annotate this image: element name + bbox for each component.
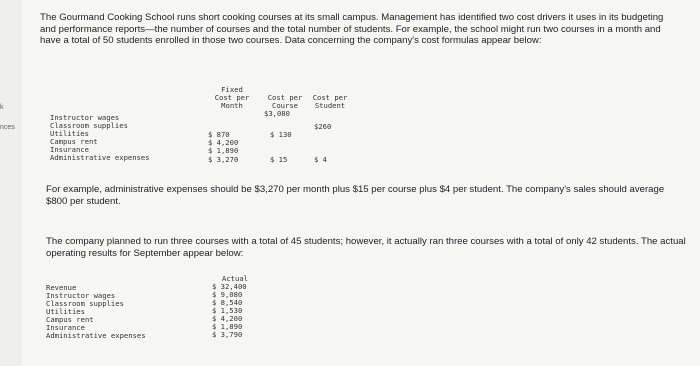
- actual-row-label: Revenue: [46, 283, 77, 292]
- header-student-2: Student: [314, 101, 346, 110]
- cost-cell-fixed: $ 870: [208, 130, 230, 139]
- header-fixed-1: Fixed: [221, 85, 243, 94]
- actual-row-label: Insurance: [46, 323, 85, 332]
- cost-row-label: Campus rent: [50, 137, 98, 146]
- problem-page: [22, 0, 700, 366]
- cost-row-label: Insurance: [50, 145, 89, 154]
- actual-row-label: Classroom supplies: [46, 299, 124, 308]
- actual-value: $ 9,080: [212, 290, 243, 299]
- header-course-1: Cost per: [267, 93, 303, 102]
- cost-cell-fixed: $ 4,200: [208, 138, 239, 147]
- cost-cell-student: $ 4: [314, 155, 327, 164]
- cost-row-label: Administrative expenses: [50, 153, 150, 162]
- actual-row-label: Campus rent: [46, 315, 94, 324]
- header-student-1: Cost per: [312, 93, 348, 102]
- cost-cell-student: $260: [314, 122, 332, 131]
- actual-row-label: Instructor wages: [46, 291, 116, 300]
- cost-cell-course: $ 130: [270, 130, 292, 139]
- header-course-2: Course: [272, 101, 298, 110]
- cost-row-label: Classroom supplies: [50, 121, 128, 130]
- actual-value: $ 1,890: [212, 322, 243, 331]
- edge-label-k: k: [0, 104, 4, 111]
- example-paragraph: For example, administrative expenses should be $3,270 per month plus $15 per course plus $4 per student. The company's sales should average $800 per student.: [46, 184, 665, 207]
- header-fixed-3: Month: [221, 101, 243, 110]
- planned-paragraph: The company planned to run three courses with a total of 45 students; however, it actually ran three courses with a total of only 42 students. The actual operating results for September appear below:: [46, 236, 686, 259]
- actual-value: $ 32,400: [212, 282, 247, 291]
- actual-value: $ 4,200: [212, 314, 243, 323]
- cost-row-label: Instructor wages: [50, 113, 120, 122]
- edge-label-nces: nces: [0, 124, 15, 131]
- cost-cell-course: $ 15: [270, 155, 288, 164]
- header-fixed-2: Cost per: [214, 93, 250, 102]
- actual-header: Actual: [222, 274, 248, 283]
- actual-value: $ 8,540: [212, 298, 243, 307]
- cost-row-label: Utilities: [50, 129, 89, 138]
- actual-value: $ 3,790: [212, 330, 243, 339]
- actual-row-label: Utilities: [46, 307, 85, 316]
- cost-cell-course: $3,080: [264, 109, 290, 118]
- actual-value: $ 1,530: [212, 306, 243, 315]
- actual-row-label: Administrative expenses: [46, 331, 146, 340]
- intro-paragraph: The Gourmand Cooking School runs short cooking courses at its small campus. Management has identified two cost drivers it uses in its budgeting and performance reports—the number of courses and the total number of students. For example, the school might run two courses in a month and have a total of 50 students enrolled in those two courses. Data concerning the company's cost formulas appear below:: [40, 12, 664, 47]
- cost-cell-fixed: $ 3,270: [208, 155, 239, 164]
- cost-cell-fixed: $ 1,890: [208, 146, 239, 155]
